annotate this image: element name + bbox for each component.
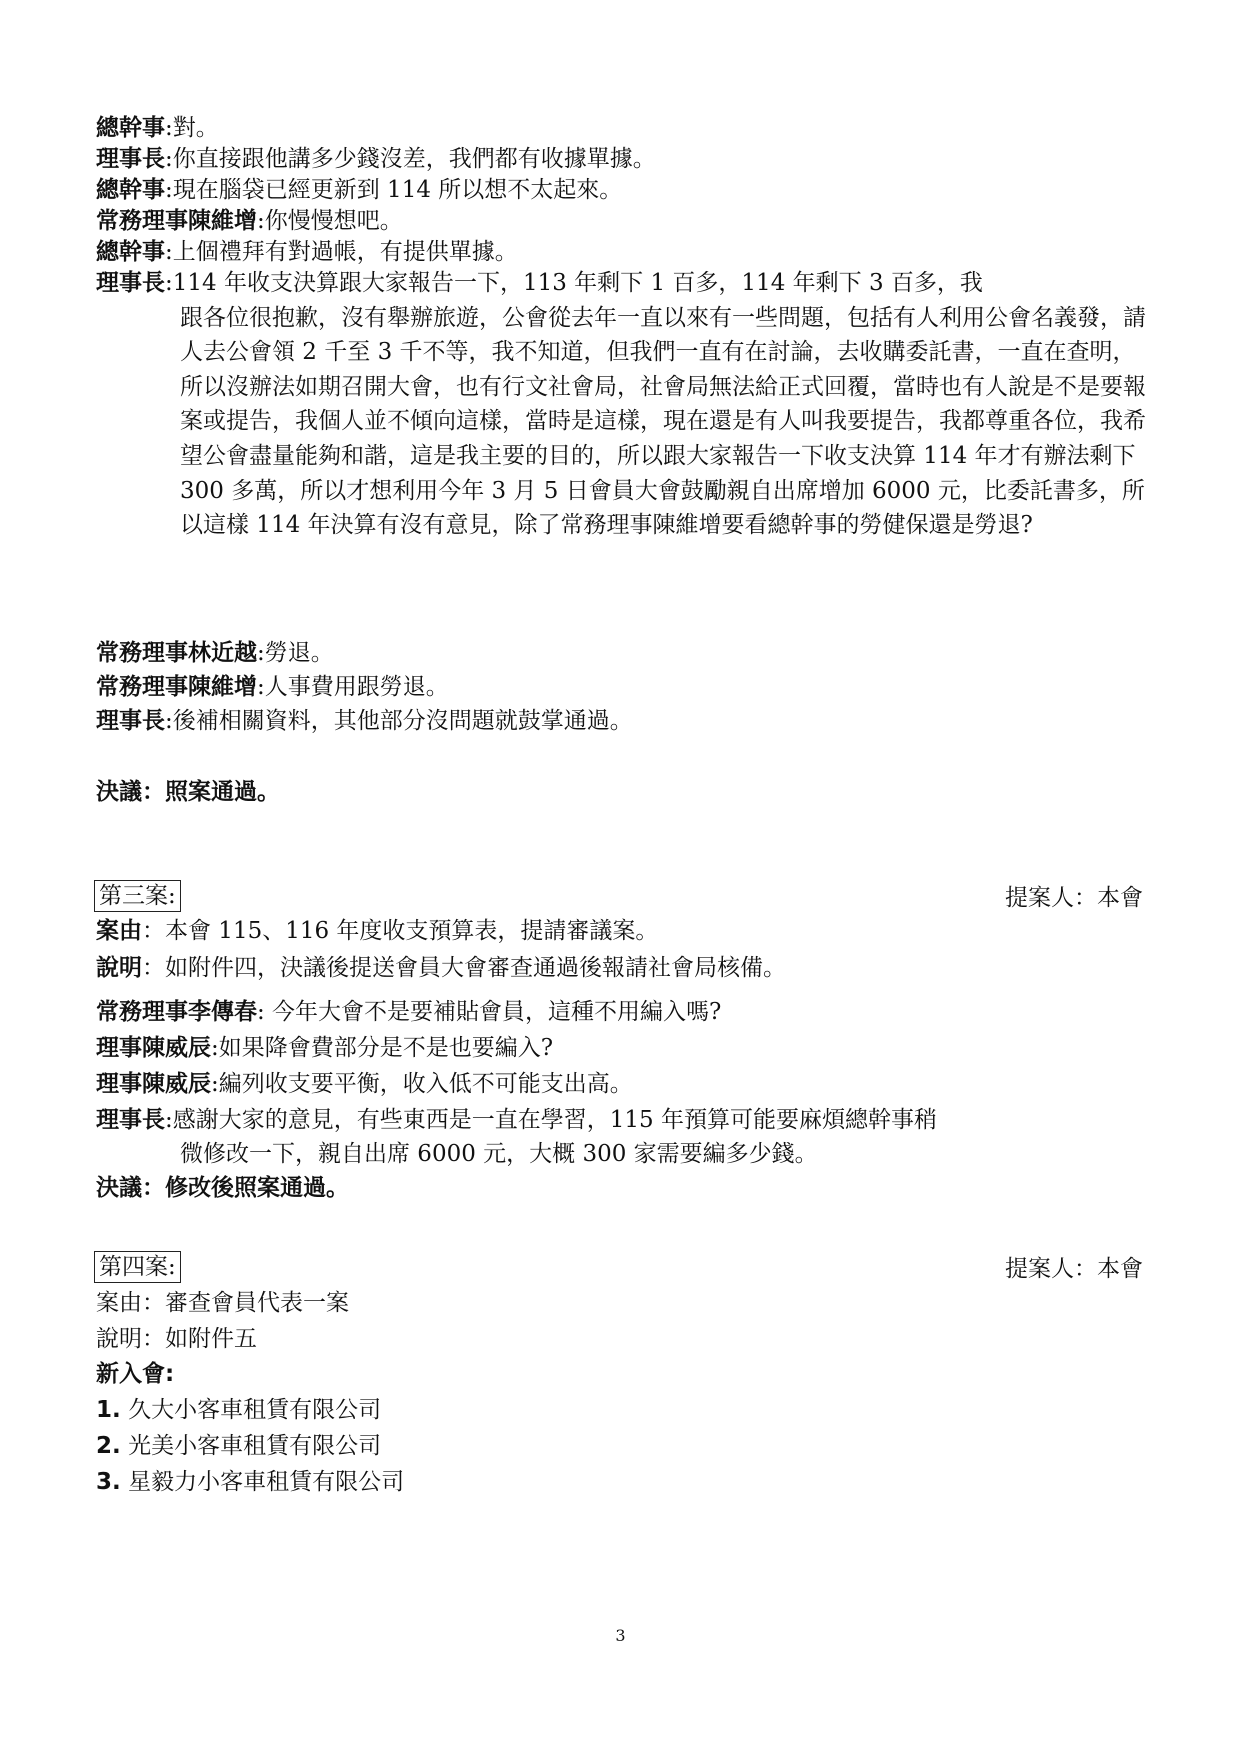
proposer: 提案人：本會 — [1005, 885, 1143, 911]
member-name: 久大小客車租賃有限公司 — [128, 1397, 382, 1423]
case-label: 第四案: — [94, 1251, 181, 1283]
dialogue-line — [96, 1032, 553, 1065]
dialogue-line — [96, 143, 656, 176]
dialogue-text: : 今年大會不是要補貼會員，這種不用編入嗎? — [257, 999, 722, 1025]
member-name: 光美小客車租賃有限公司 — [128, 1433, 382, 1459]
chairman-statement — [96, 266, 1146, 543]
dialogue-line — [96, 236, 518, 269]
statement-first-line — [96, 266, 1146, 301]
speaker: 理事長 — [96, 146, 165, 172]
dialogue-line — [96, 174, 622, 207]
dialogue-line — [96, 1104, 937, 1137]
list-number: 1. — [96, 1397, 121, 1423]
speaker: 常務理事陳維增 — [96, 674, 257, 700]
dialogue-text: :後補相關資料，其他部分沒問題就鼓掌通過。 — [165, 708, 633, 734]
statement-text: :114 年收支決算跟大家報告一下，113 年剩下 1 百多，114 年剩下 3 百多，我 — [165, 270, 983, 296]
member-name: 星毅力小客車租賃有限公司 — [128, 1469, 405, 1495]
dialogue-line — [96, 1068, 633, 1101]
speaker: 常務理事李傳春 — [96, 999, 257, 1025]
reason-text: ：本會 115、116 年度收支預算表，提請審議案。 — [142, 918, 659, 944]
dialogue-line — [96, 205, 403, 238]
dialogue-text: :對。 — [165, 115, 219, 141]
dialogue-text: :你慢慢想吧。 — [257, 208, 403, 234]
speaker: 理事長 — [96, 708, 165, 734]
case-reason — [96, 915, 658, 948]
list-item — [96, 1430, 381, 1463]
dialogue-text: :你直接跟他講多少錢沒差，我們都有收據單據。 — [165, 146, 656, 172]
dialogue-line — [96, 671, 449, 704]
case-label: 第三案: — [94, 880, 181, 912]
explain-label: 說明 — [96, 955, 142, 981]
speaker: 理事陳威辰 — [96, 1035, 211, 1061]
speaker: 理事陳威辰 — [96, 1071, 211, 1097]
dialogue-line — [96, 637, 334, 670]
dialogue-continuation: 微修改一下，親自出席 6000 元，大概 300 家需要編多少錢。 — [180, 1141, 818, 1167]
dialogue-text: :編列收支要平衡，收入低不可能支出高。 — [211, 1071, 633, 1097]
speaker: 總幹事 — [96, 239, 165, 265]
speaker: 總幹事 — [96, 115, 165, 141]
dialogue-text: :如果降會費部分是不是也要編入? — [211, 1035, 554, 1061]
proposer: 提案人：本會 — [1005, 1256, 1143, 1282]
explain-text: ：如附件四，決議後提送會員大會審查通過後報請社會局核備。 — [142, 955, 786, 981]
statement-continuation: 跟各位很抱歉，沒有舉辦旅遊，公會從去年一直以來有一些問題，包括有人利用公會名義發，請人去公會領 2 千至 3 千不等，我不知道，但我們一直有在討論，去收購委託書，一直在查明，所以沒辦法如期召開大會，也有行文社會局，社會局無法給正式回覆，當時也有人說是不是要報案或提告，我個人並不傾向這樣，當時是這樣，現在還是有人叫我要提告，我都尊重各位，我希望公會盡量能夠和諧，這是我主要的目的，所以跟大家報告一下收支決算 114 年才有辦法剩下 300 多萬，所以才想利用今年 3 月 5 日會員大會鼓勵親自出席增加 6000 元，比委託書多，所以這樣 114 年決算有沒有意見，除了常務理事陳維增要看總幹事的勞健保還是勞退? — [180, 304, 1146, 539]
dialogue-line — [96, 112, 219, 145]
dialogue-text: :勞退。 — [257, 640, 334, 666]
speaker: 總幹事 — [96, 177, 165, 203]
list-item — [96, 1466, 404, 1499]
list-number: 3. — [96, 1469, 121, 1495]
speaker: 理事長 — [96, 270, 165, 296]
dialogue-text: :上個禮拜有對過帳，有提供單據。 — [165, 239, 518, 265]
resolution: 決議：修改後照案通過。 — [96, 1175, 349, 1201]
dialogue-line — [96, 705, 633, 738]
reason-label: 案由 — [96, 918, 142, 944]
list-item — [96, 1394, 381, 1427]
dialogue-line — [96, 996, 721, 1029]
case-explanation: 說明：如附件五 — [96, 1326, 257, 1352]
list-number: 2. — [96, 1433, 121, 1459]
dialogue-text: :感謝大家的意見，有些東西是一直在學習，115 年預算可能要麻煩總幹事稍 — [165, 1107, 937, 1133]
case-explanation — [96, 952, 786, 985]
new-members-label: 新入會: — [96, 1361, 175, 1387]
dialogue-text: :人事費用跟勞退。 — [257, 674, 449, 700]
speaker: 常務理事林近越 — [96, 640, 257, 666]
speaker: 常務理事陳維增 — [96, 208, 257, 234]
dialogue-text: :現在腦袋已經更新到 114 所以想不太起來。 — [165, 177, 623, 203]
page-number: 3 — [615, 1626, 626, 1645]
speaker: 理事長 — [96, 1107, 165, 1133]
resolution: 決議：照案通過。 — [96, 779, 280, 805]
case-reason: 案由：審查會員代表一案 — [96, 1290, 349, 1316]
